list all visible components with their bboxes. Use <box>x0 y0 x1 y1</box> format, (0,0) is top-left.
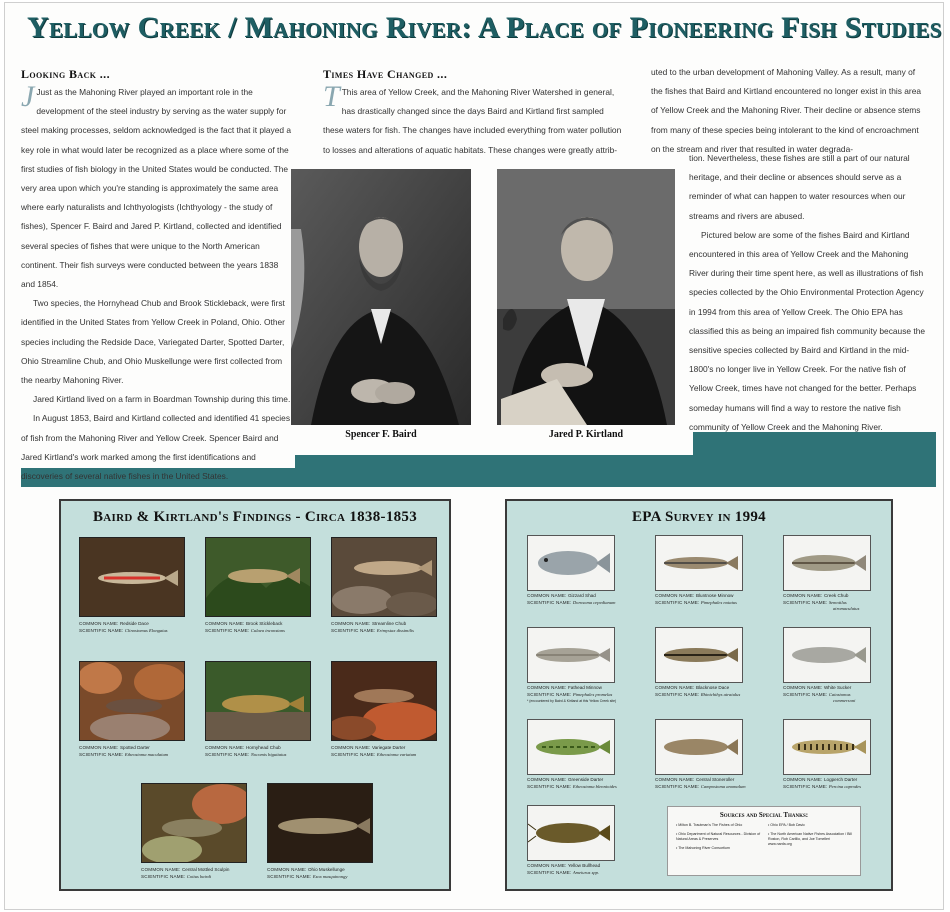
fish-image <box>784 536 870 590</box>
common-name: Logperch Darter <box>823 777 858 782</box>
common-name: Spotted Darter <box>119 745 150 750</box>
illus-greenside-darter <box>527 719 615 775</box>
photo-variegate-darter <box>331 661 437 741</box>
looking-back-p1 <box>21 80 292 294</box>
common-label: COMMON NAME: <box>79 621 119 626</box>
common-label: COMMON NAME: <box>331 745 371 750</box>
scientific-name-cont: atromaculatus <box>833 606 860 612</box>
scientific-label: SCIENTIFIC NAME: <box>527 869 572 875</box>
common-name: Central Mottled Sculpin <box>181 867 230 872</box>
cap-brook-stickleback <box>205 621 285 634</box>
dropcap-t: T <box>323 80 340 113</box>
common-label: COMMON NAME: <box>655 593 695 598</box>
sources-left <box>676 823 762 851</box>
cap-central-mottled-sculpin <box>141 867 229 880</box>
scientific-name: Etheostoma variatum <box>376 751 417 757</box>
illus-white-sucker <box>783 627 871 683</box>
fish-note: * (encountered by Baird & Kirtland at this Yellow Creek site) <box>527 699 617 704</box>
cap-greenside-darter <box>527 777 617 790</box>
scientific-name: Semotilus <box>828 599 847 605</box>
common-name: Hornyhead Chub <box>245 745 281 750</box>
scientific-name: Etheostoma maculatum <box>124 751 169 757</box>
common-label: COMMON NAME: <box>783 777 823 782</box>
times-changed-p2: uted to the urban development of Mahoning Valley. As a result, many of the fishes that Baird and Kirtland encountered no longer exist in this area of Yellow Creek and the Mahoning River. Their decline or absence stems from many of these species being intolerant to the kind of encroachment on the stream and river that resulted in water degrada- <box>651 67 922 154</box>
common-name: White Sucker <box>823 685 852 690</box>
scientific-label: SCIENTIFIC NAME: <box>205 751 250 757</box>
epa-panel <box>505 499 893 891</box>
common-label: COMMON NAME: <box>141 867 181 872</box>
fish-image <box>784 628 870 682</box>
times-changed-p1-text: This area of Yellow Creek, and the Mahoning River Watershed in general, has drastically changed since the days Baird and Kirtland first sampled these waters for fish. The changes have included everything from water pollution to losses and alterations of aquatic habitats. These changes were greatly attrib- <box>323 87 622 155</box>
common-name: Gizzard Shad <box>567 593 596 598</box>
times-changed-p1 <box>323 80 623 160</box>
illus-blacknose-dace <box>655 627 743 683</box>
dropcap-j: J <box>21 80 35 113</box>
scientific-label: SCIENTIFIC NAME: <box>141 873 186 879</box>
caption-baird: Spencer F. Baird <box>345 429 417 440</box>
looking-back-p2: Two species, the Hornyhead Chub and Brook Stickleback, were first identified in the United States from Yellow Creek in Poland, Ohio. Other species including the Redside Dace, Variegated Darter, Spotted Darter, Ohio Streamline Chub, and Ohio Muskellunge were first collected from the nearby Mahoning River. <box>21 298 285 386</box>
baird-image <box>291 169 471 425</box>
photo-hornyhead-chub <box>205 661 311 741</box>
scientific-name: Campostoma anomalum <box>700 783 746 789</box>
cap-gizzard-shad <box>527 593 615 606</box>
photo-brook-stickleback <box>205 537 311 617</box>
cap-spotted-darter <box>79 745 168 758</box>
scientific-name: Pimephales notatus <box>700 599 737 605</box>
common-label: COMMON NAME: <box>79 745 119 750</box>
common-label: COMMON NAME: <box>205 745 245 750</box>
times-changed-heading: Times Have Changed ... <box>323 67 448 81</box>
scientific-name: Culaea inconstans <box>250 627 285 633</box>
scientific-name: Cottus bairdi <box>186 873 212 879</box>
common-label: COMMON NAME: <box>655 685 695 690</box>
common-name: Yellow Bullhead <box>567 863 601 868</box>
source-item: • The North American Native Fishes Association / Bill Roston, Rob Carillio, and Joe Tomelleri <box>768 832 852 841</box>
common-name: Brook Stickleback <box>245 621 283 626</box>
findings-panel <box>59 499 451 891</box>
common-name: Ohio Muskellunge <box>307 867 345 872</box>
looking-back-p1-text: Just as the Mahoning River played an important role in the development of the steel industry by serving as the water supply for steel making processes, seldom acknowledged is the fact that it played a key role in what would later be recognized as a place where some of the first studies of fish biology in the United States would be conducted. The very area upon which you're standing is approximately the same area where early naturalists and Ichthyologists (Ichthyology - the study of fishes), Spencer F. Baird and Jared P. Kirtland, collected and identified several species of fishes that were unique to the North American continent. Their fish surveys were conducted between the years 1838 and 1854. <box>21 87 292 290</box>
common-label: COMMON NAME: <box>527 863 567 868</box>
cap-ohio-muskellunge <box>267 867 347 880</box>
scientific-label: SCIENTIFIC NAME: <box>79 627 124 633</box>
common-name: Greenside Darter <box>567 777 604 782</box>
scientific-name-cont: commersoni <box>833 698 856 704</box>
fish-image <box>656 720 742 774</box>
cap-logperch-darter <box>783 777 861 790</box>
findings-title: Baird & Kirtland's Findings - Circa 1838-1853 <box>92 509 418 525</box>
times-changed-p1-block <box>323 80 623 160</box>
common-name: Variegate Darter <box>371 745 406 750</box>
cap-redside-dace <box>79 621 168 634</box>
source-item: • Ohio Department of Natural Resources - Division of Natural Areas & Preserves <box>676 832 761 841</box>
cap-fathead-minnow <box>527 685 616 705</box>
looking-back-heading: Looking Back ... <box>21 67 110 81</box>
common-label: COMMON NAME: <box>527 685 567 690</box>
scientific-label: SCIENTIFIC NAME: <box>205 627 250 633</box>
sources-title: Sources and Special Thanks: <box>719 811 809 819</box>
cap-hornyhead-chub <box>205 745 286 758</box>
source-url: www.nanfa.org <box>768 842 792 846</box>
portrait-baird <box>291 169 471 425</box>
common-label: COMMON NAME: <box>267 867 307 872</box>
fish-image <box>80 538 185 617</box>
common-name: Blacknose Dace <box>695 685 730 690</box>
looking-back-p4: In August 1853, Baird and Kirtland collected and identified 41 species of fish from the Mahoning River and Yellow Creek. Spencer Baird and Jared Kirtland's work marked among the first identifications and discoveries of several native fishes in the United States. <box>21 413 291 482</box>
common-name: Fathead Minnow <box>567 685 602 690</box>
common-label: COMMON NAME: <box>527 777 567 782</box>
common-label: COMMON NAME: <box>783 593 823 598</box>
scientific-label: SCIENTIFIC NAME: <box>527 783 572 789</box>
scientific-label: SCIENTIFIC NAME: <box>79 751 124 757</box>
scientific-label: SCIENTIFIC NAME: <box>331 751 376 757</box>
fish-image <box>332 538 437 617</box>
times-changed-cont2 <box>689 149 929 437</box>
scientific-label: SCIENTIFIC NAME: <box>783 691 828 697</box>
fish-image <box>206 538 311 617</box>
cap-bluntnose-minnow <box>655 593 737 606</box>
fish-image <box>656 628 742 682</box>
scientific-label: SCIENTIFIC NAME: <box>655 691 700 697</box>
fish-image <box>784 720 870 774</box>
cap-white-sucker <box>783 685 855 705</box>
page-title: Yellow Creek / Mahoning River: A Place of Pioneering Fish Studies <box>27 11 942 44</box>
common-name: Streamline Chub <box>371 621 407 626</box>
sources-box <box>667 806 861 876</box>
photo-redside-dace <box>79 537 185 617</box>
epa-title: EPA Survey in 1994 <box>631 509 766 525</box>
fish-image <box>656 536 742 590</box>
fish-image <box>142 784 247 863</box>
scientific-name: Percina caprodes <box>828 783 862 789</box>
illus-gizzard-shad <box>527 535 615 591</box>
illus-bluntnose-minnow <box>655 535 743 591</box>
cap-variegate-darter <box>331 745 416 758</box>
illus-yellow-bullhead <box>527 805 615 861</box>
scientific-name: Pimephales promelas <box>572 691 613 697</box>
illus-logperch-darter <box>783 719 871 775</box>
cap-creek-chub <box>783 593 859 613</box>
fish-image <box>528 806 614 860</box>
common-label: COMMON NAME: <box>205 621 245 626</box>
scientific-name: Clinostomus Elongatus <box>124 627 168 633</box>
fish-image <box>528 720 614 774</box>
source-item: • Milton B. Trautman's The Fishes of Ohio <box>676 823 743 827</box>
photo-central-mottled-sculpin <box>141 783 247 863</box>
kirtland-image <box>497 169 675 425</box>
scientific-label: SCIENTIFIC NAME: <box>527 599 572 605</box>
scientific-name: Etheostoma blennioides <box>572 783 617 789</box>
common-label: COMMON NAME: <box>783 685 823 690</box>
illus-fathead-minnow <box>527 627 615 683</box>
source-item: • The Mahoning River Consortium <box>676 846 730 850</box>
fish-image <box>206 662 311 741</box>
cap-streamline-chub <box>331 621 414 634</box>
looking-back-p3: Jared Kirtland lived on a farm in Boardman Township during this time. <box>33 394 291 405</box>
scientific-label: SCIENTIFIC NAME: <box>331 627 376 633</box>
looking-back-text <box>21 80 292 486</box>
cap-yellow-bullhead <box>527 863 600 876</box>
scientific-name: Dorosoma cepedianum <box>572 599 616 605</box>
common-name: Creek Chub <box>823 593 849 598</box>
cap-central-stoneroller <box>655 777 746 790</box>
common-name: Central Stoneroller <box>695 777 735 782</box>
scientific-name: Esox masquinongy <box>312 873 348 879</box>
scientific-label: SCIENTIFIC NAME: <box>267 873 312 879</box>
cap-blacknose-dace <box>655 685 740 698</box>
times-changed-p3: tion. Nevertheless, these fishes are still a part of our natural heritage, and their decline or absences should serve as a reminder of what can happen to water resources when our streams and rivers are abused. <box>689 153 910 221</box>
fish-image <box>528 628 614 682</box>
scientific-name: Catostomus <box>828 691 851 697</box>
scientific-name: Ameiurus spp. <box>572 869 600 875</box>
times-changed-cont <box>651 63 929 159</box>
scientific-label: SCIENTIFIC NAME: <box>783 783 828 789</box>
portrait-kirtland <box>497 169 675 425</box>
fish-image <box>332 662 437 741</box>
common-name: Bluntnose Minnow <box>695 593 734 598</box>
fish-image <box>268 784 373 863</box>
scientific-label: SCIENTIFIC NAME: <box>655 783 700 789</box>
photo-streamline-chub <box>331 537 437 617</box>
photo-spotted-darter <box>79 661 185 741</box>
sources-right <box>768 823 856 847</box>
times-changed-p4: Pictured below are some of the fishes Baird and Kirtland encountered in this area of Yellow Creek and the Mahoning River during their time spent here, as well as illustrations of fish species collected by the Ohio Environmental Protection Agency in 1994 from this area of Yellow Creek. The Ohio EPA has classified this as being an impaired fish community because the sensitive species collected by Baird and Kirtland in the mid-1800's no longer live in Yellow Creek. For the native fish of Yellow Creek, times have not changed for the better. Perhaps someday humans will find a way to restore the native fish community of Yellow Creek and the Mahoning River. <box>689 229 926 432</box>
scientific-name: Nocomis biguttatus <box>250 751 287 757</box>
fish-image <box>528 536 614 590</box>
scientific-label: SCIENTIFIC NAME: <box>527 691 572 697</box>
source-item: • Ohio EPA / Bob Davic <box>768 823 805 827</box>
caption-kirtland: Jared P. Kirtland <box>548 429 624 440</box>
common-name: Redside Dace <box>119 621 149 626</box>
common-label: COMMON NAME: <box>527 593 567 598</box>
scientific-name: Erimystax dissimilis <box>376 627 414 633</box>
illus-creek-chub <box>783 535 871 591</box>
common-label: COMMON NAME: <box>331 621 371 626</box>
photo-ohio-muskellunge <box>267 783 373 863</box>
common-label: COMMON NAME: <box>655 777 695 782</box>
fish-image <box>80 662 185 741</box>
scientific-name: Rhinichthys atratulus <box>700 691 741 697</box>
scientific-label: SCIENTIFIC NAME: <box>655 599 700 605</box>
exhibit-panel <box>4 2 944 910</box>
illus-central-stoneroller <box>655 719 743 775</box>
scientific-label: SCIENTIFIC NAME: <box>783 599 828 605</box>
